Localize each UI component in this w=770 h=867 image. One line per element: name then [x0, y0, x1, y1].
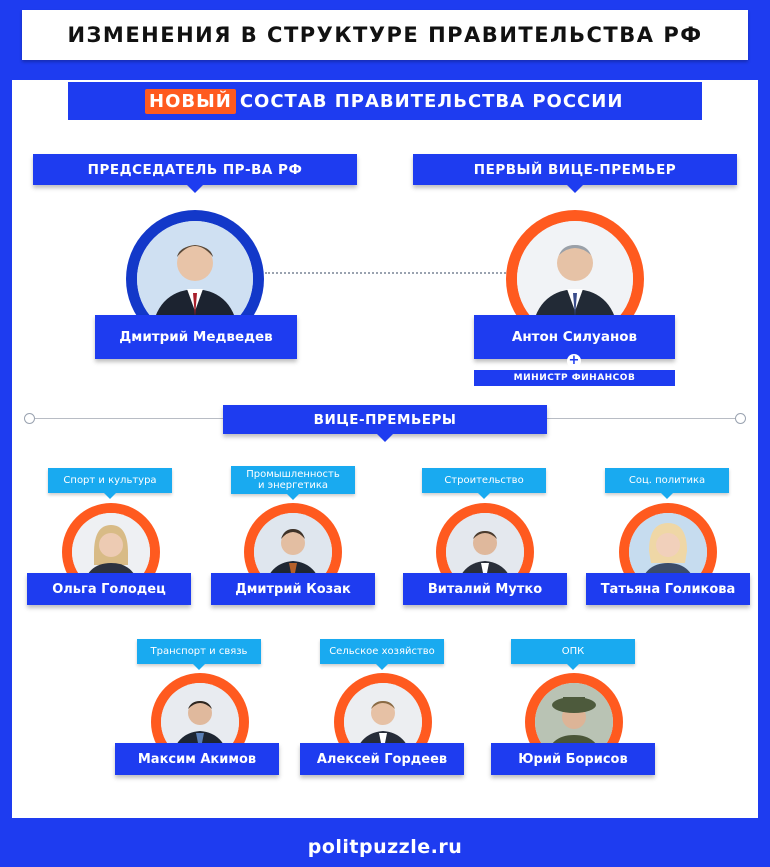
topic-social-policy [605, 468, 729, 493]
deputies-heading [223, 405, 547, 434]
page-title: ИЗМЕНЕНИЯ В СТРУКТУРЕ ПРАВИТЕЛЬСТВА РФ [67, 23, 703, 47]
topic-industry-energy [231, 466, 355, 494]
plus-icon: + [568, 353, 580, 368]
deputy-name-box [586, 573, 750, 605]
topic-text: Спорт и культура [63, 475, 157, 486]
header-box [22, 10, 748, 60]
divider-left [35, 418, 223, 419]
first-deputy-role-label [413, 154, 737, 185]
deputy-name-box [27, 573, 191, 605]
footer [0, 826, 770, 867]
topic-defense-industry [511, 639, 635, 664]
deputy-name: Дмитрий Козак [235, 581, 351, 597]
divider-right [547, 418, 735, 419]
deputy-name: Алексей Гордеев [316, 751, 448, 767]
topic-sport-culture [48, 468, 172, 493]
topic-text: Промышленность и энергетика [246, 469, 340, 491]
deputy-name-box [211, 573, 375, 605]
deputy-name: Юрий Борисов [518, 751, 628, 767]
first-deputy-role-pointer [567, 185, 583, 193]
topic-pointer [287, 494, 299, 500]
topic-pointer [567, 664, 579, 670]
chairman-role-label [33, 154, 357, 185]
deputy-name: Виталий Мутко [427, 581, 543, 597]
deputies-heading-text: ВИЦЕ-ПРЕМЬЕРЫ [313, 411, 457, 428]
dotted-connector [265, 272, 509, 274]
first-deputy-post-box [474, 370, 675, 386]
topic-pointer [661, 493, 673, 499]
deputy-name: Ольга Голодец [52, 581, 166, 597]
topic-pointer [478, 493, 490, 499]
banner-highlight: НОВЫЙ [145, 89, 236, 114]
first-deputy-post: МИНИСТР ФИНАНСОВ [513, 373, 636, 383]
topic-text: ОПК [561, 646, 585, 657]
first-deputy-role-text: ПЕРВЫЙ ВИЦЕ-ПРЕМЬЕР [473, 161, 677, 178]
line-right-endpoint [735, 413, 746, 424]
deputy-name-box [300, 743, 464, 775]
deputies-heading-pointer [377, 434, 393, 442]
topic-pointer [104, 493, 116, 499]
chairman-name-box [95, 315, 297, 359]
composition-banner [68, 82, 702, 120]
topic-pointer [376, 664, 388, 670]
deputy-name-box [491, 743, 655, 775]
deputy-name: Максим Акимов [137, 751, 257, 767]
line-left-endpoint [24, 413, 35, 424]
first-deputy-name: Антон Силуанов [511, 329, 638, 345]
deputy-name-box [403, 573, 567, 605]
banner-text: СОСТАВ ПРАВИТЕЛЬСТВА РОССИИ [239, 90, 624, 112]
topic-construction [422, 468, 546, 493]
topic-pointer [193, 664, 205, 670]
deputy-name-box [115, 743, 279, 775]
deputy-name: Татьяна Голикова [600, 581, 736, 597]
chairman-name: Дмитрий Медведев [119, 329, 273, 345]
chairman-role-pointer [187, 185, 203, 193]
topic-transport-communication [137, 639, 261, 664]
site-link[interactable]: politpuzzle.ru [307, 835, 463, 858]
topic-text: Строительство [444, 475, 524, 486]
topic-text: Соц. политика [628, 475, 706, 486]
topic-text: Транспорт и связь [150, 646, 248, 657]
topic-agriculture [320, 639, 444, 664]
chairman-role-text: ПРЕДСЕДАТЕЛЬ ПР-ВА РФ [87, 161, 303, 178]
topic-text: Сельское хозяйство [329, 646, 435, 657]
